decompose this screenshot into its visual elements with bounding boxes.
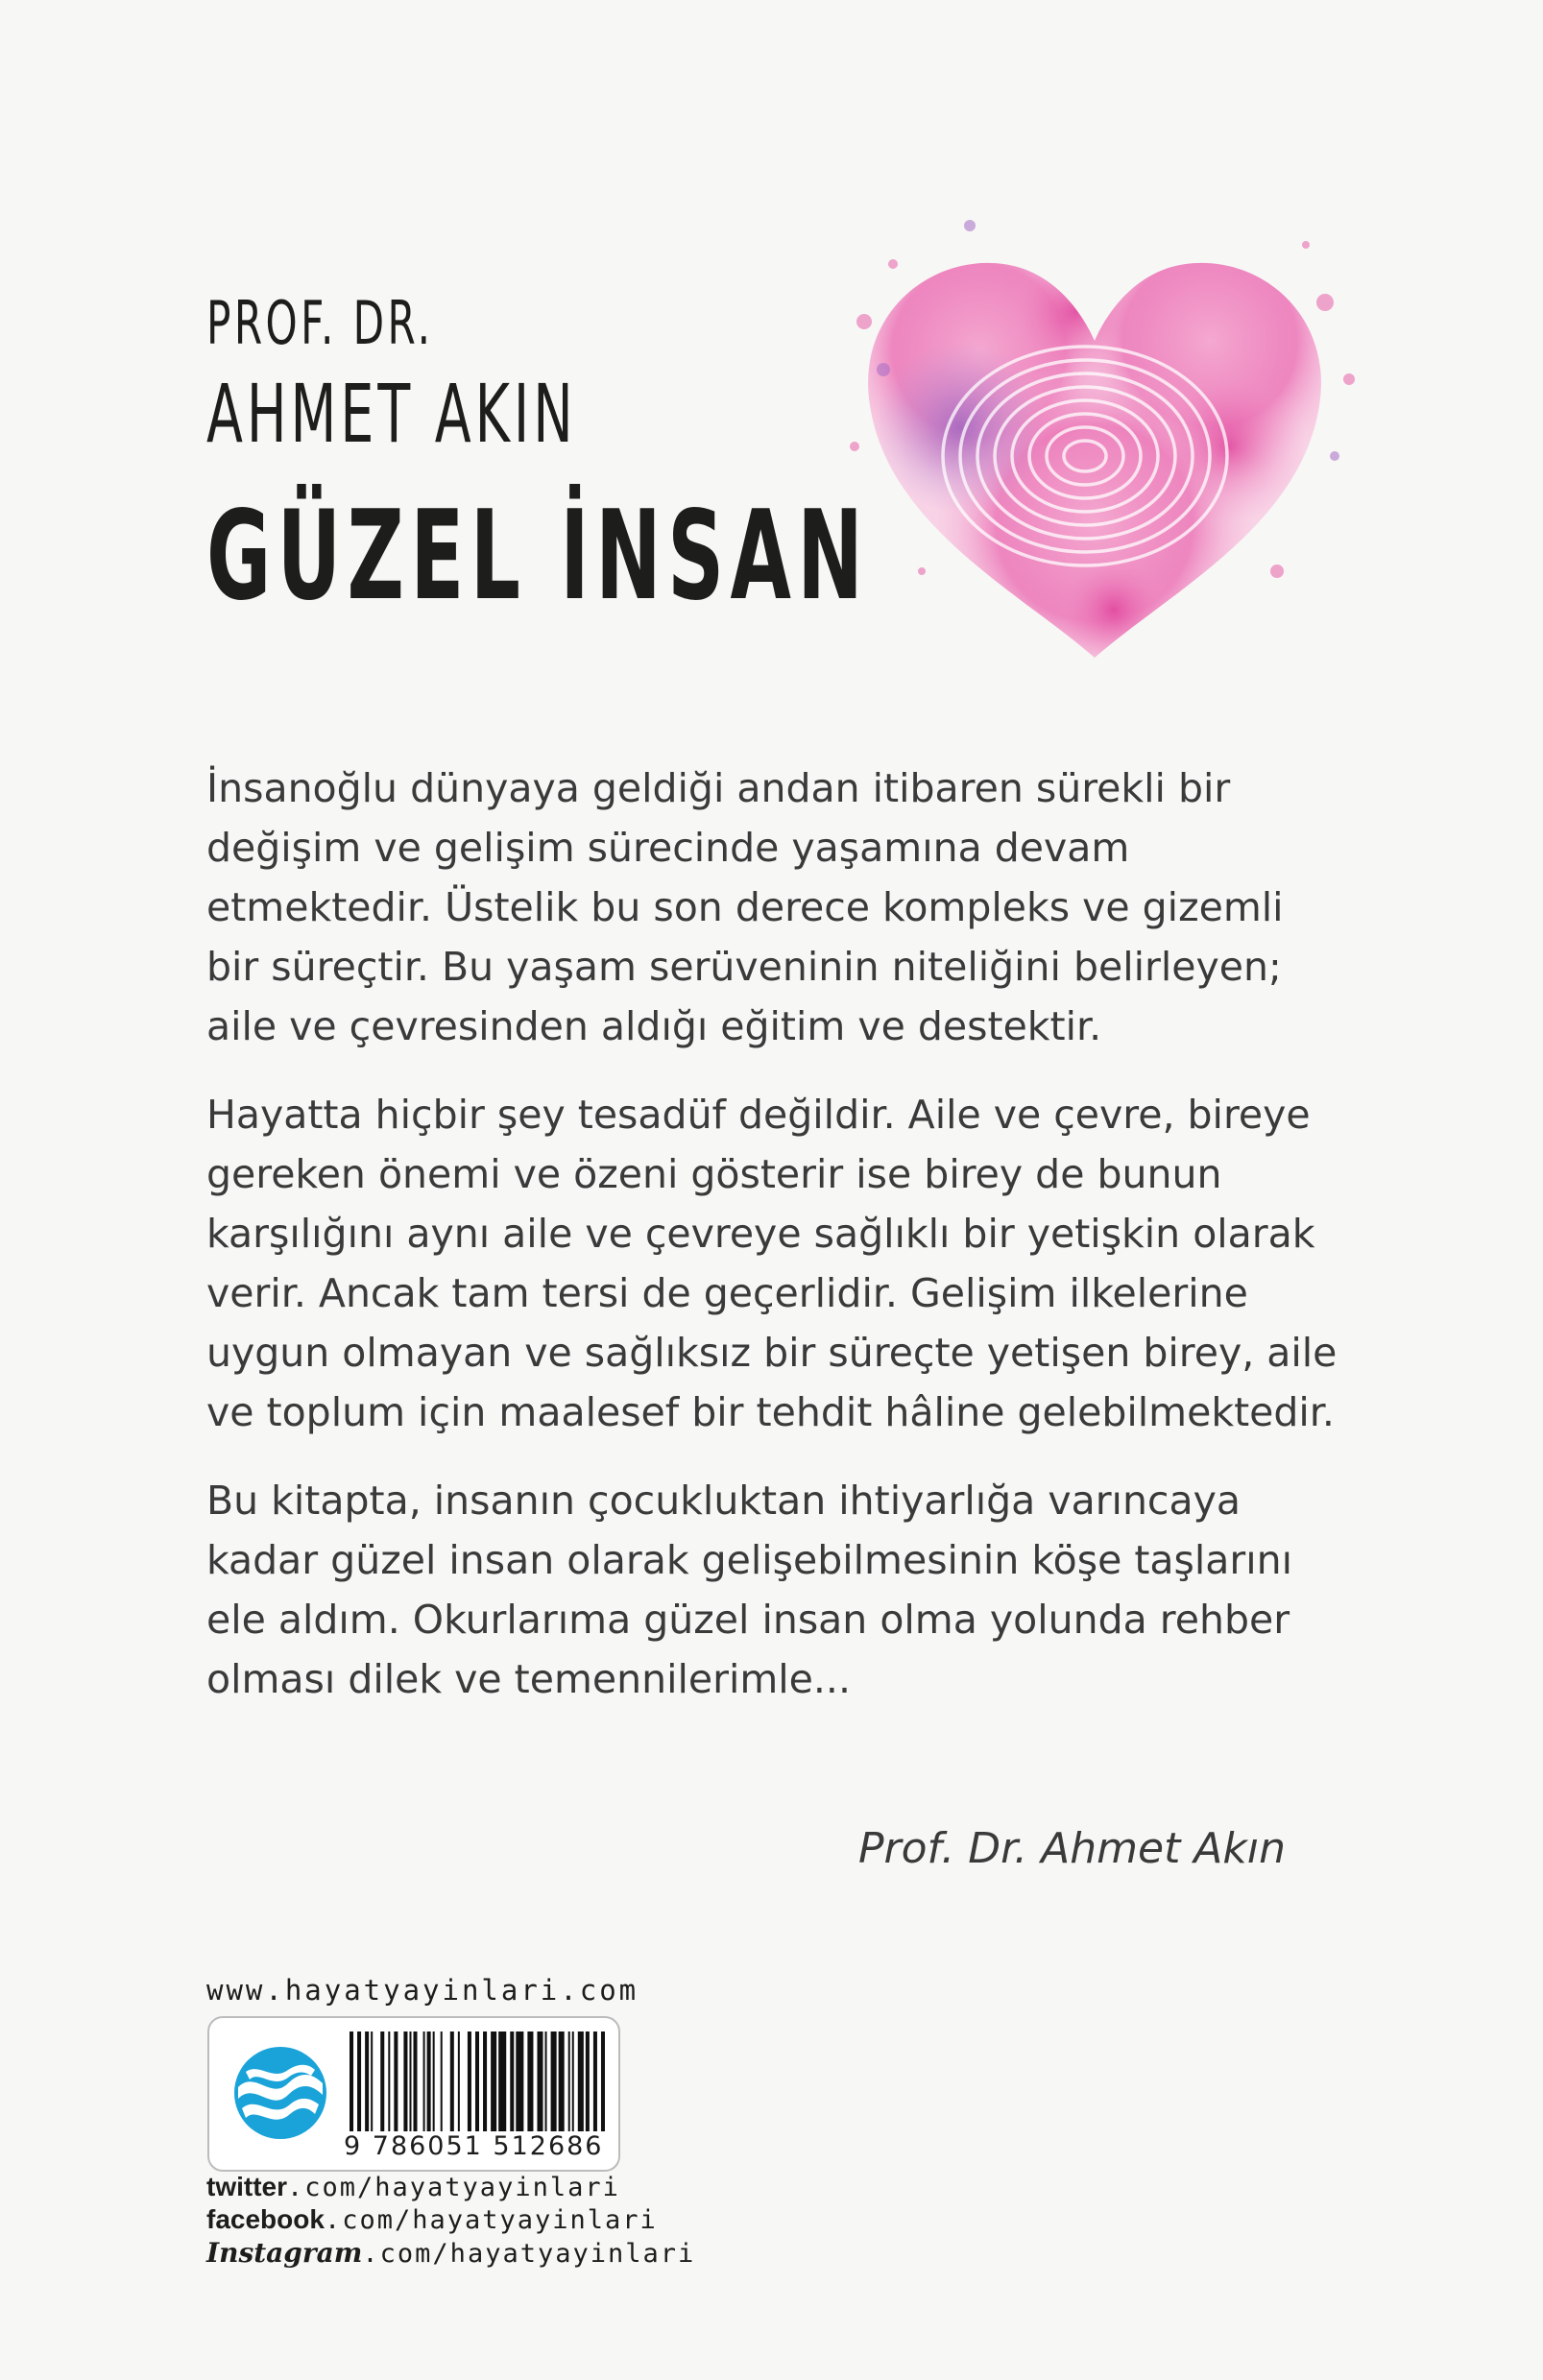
barcode-bar [441,2031,443,2131]
blurb-paragraph: Hayatta hiçbir şey tesadüf değildir. Aile ve çevre, bireye gereken önemi ve özeni gösterir ise birey de bunun karşılığını aynı aile ve çevreye sağlıklı bir yetişkin olarak verir. Ancak tam tersi de geçerlidir. Gelişim ilkelerine uygun olmayan ve sağlıksız bir süreçte yetişen birey, aile ve toplum için maalesef bir tehdit hâline gelebilmektedir. [206,1092,1338,1435]
facebook-handle: .com/hayatyayinlari [324,2205,658,2235]
author-name: AHMET AKIN [206,367,577,461]
barcode-bar [423,2031,425,2131]
barcode-bar [433,2031,435,2131]
barcode-bar [403,2031,407,2131]
barcode-bar [427,2031,431,2131]
barcode-bar [601,2031,605,2131]
hayat-logo-icon [232,2045,328,2141]
barcode-bar [586,2031,590,2131]
twitter-handle: .com/hayatyayinlari [287,2173,620,2202]
isbn-number: 9 786051 512686 [344,2131,604,2161]
barcode-bar [468,2031,471,2131]
barcode-bar [371,2031,373,2131]
author-signature: Prof. Dr. Ahmet Akın [858,1824,1286,1873]
twitter-link[interactable] [206,2172,620,2202]
barcode-bar [578,2031,584,2131]
barcode-bar [527,2031,533,2131]
barcode-bar [394,2031,398,2131]
barcode-bar [380,2031,384,2131]
twitter-brand-label: twitter [206,2172,287,2201]
facebook-brand-label: facebook [206,2204,325,2234]
barcode-bar [388,2031,390,2131]
barcode-bar [350,2031,353,2131]
barcode-bar [510,2031,514,2131]
barcode-bar [475,2031,479,2131]
isbn-barcode-panel [207,2016,620,2172]
barcode-bar [365,2031,369,2131]
instagram-link[interactable] [206,2237,695,2269]
barcode-bar [483,2031,487,2131]
barcode-bar [559,2031,565,2131]
barcode-bar [516,2031,523,2131]
facebook-link[interactable] [206,2204,658,2235]
barcode-bar [450,2031,454,2131]
barcode-bar [568,2031,570,2131]
instagram-handle: .com/hayatyayinlari [362,2239,696,2269]
barcode-bar [409,2031,411,2131]
barcode-icon [350,2031,605,2131]
watercolor-fingerprint-heart-icon [826,206,1363,706]
barcode-bar [551,2031,557,2131]
blurb-paragraph: İnsanoğlu dünyaya geldiği andan itibaren sürekli bir değişim ve gelişim sürecinde yaşamına devam etmektedir. Üstelik bu son derece kompleks ve gizemli bir süreçtir. Bu yaşam serüveninin niteliğini belirleyen; aile ve çevresinden aldığı eğitim ve destektir. [206,765,1284,1049]
barcode-bar [491,2031,496,2131]
barcode-bar [458,2031,460,2131]
barcode-bar [537,2031,542,2131]
barcode-bar [545,2031,547,2131]
instagram-brand-label: Instagram [206,2237,363,2269]
book-title: GÜZEL İNSAN [206,485,870,628]
barcode-bar [593,2031,597,2131]
barcode-bar [498,2031,506,2131]
blurb-text [206,758,1339,1738]
barcode-bar [357,2031,361,2131]
barcode-bar [414,2031,418,2131]
barcode-bar [572,2031,574,2131]
author-prefix: PROF. DR. [206,288,434,358]
blurb-paragraph: Bu kitapta, insanın çocukluktan ihtiyarlığa varıncaya kadar güzel insan olarak gelişebilmesinin köşe taşlarını ele aldım. Okurlarıma güzel insan olma yolunda rehber olması dilek ve temennilerimle... [206,1478,1293,1702]
publisher-website-link[interactable]: www.hayatyayinlari.com [206,1974,639,2007]
